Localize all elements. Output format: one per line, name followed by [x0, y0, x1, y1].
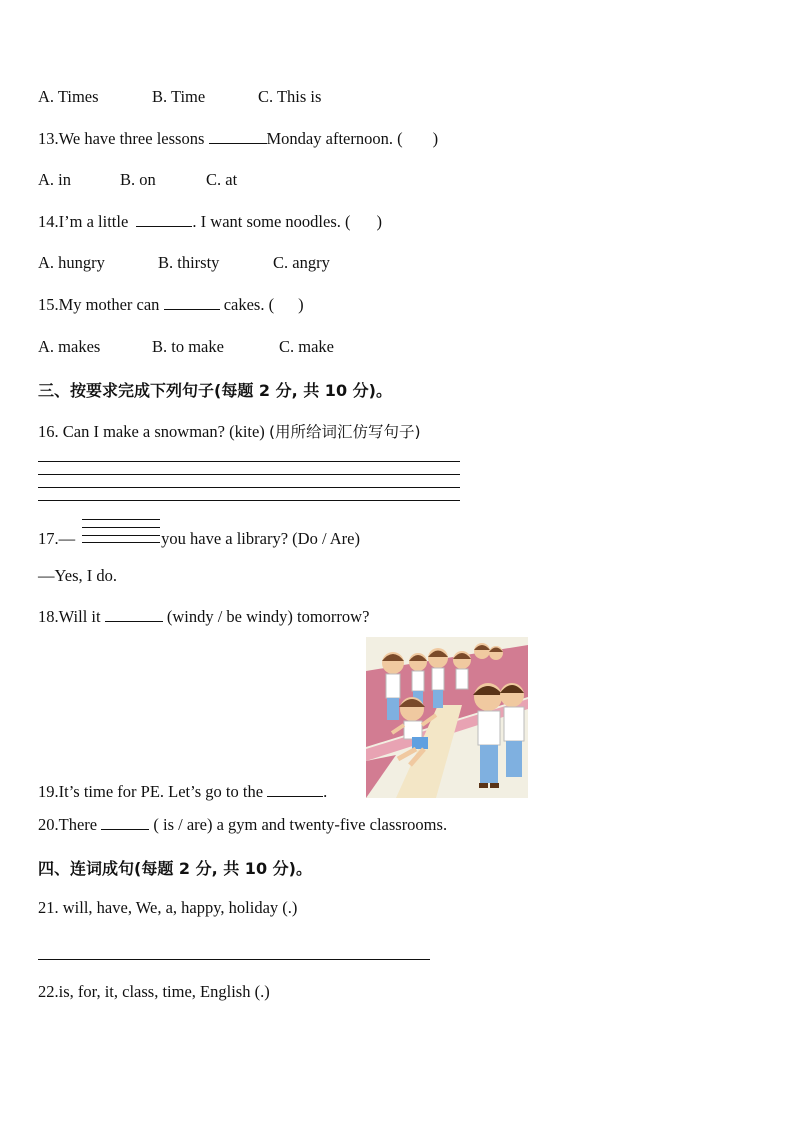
- q17-answer: —Yes, I do.: [38, 566, 118, 585]
- question-17: [38, 529, 360, 549]
- question-18: [38, 607, 369, 627]
- answer-line[interactable]: [38, 487, 460, 488]
- answer-blank[interactable]: [164, 295, 220, 310]
- question-13: [38, 129, 438, 149]
- q12-option-c[interactable]: C. This is: [258, 87, 322, 106]
- question-number: 17.—: [38, 529, 76, 548]
- question-text: .: [323, 782, 328, 801]
- question-22: [38, 982, 270, 1002]
- question-text: We have three lessons: [58, 129, 205, 148]
- q15-options: [38, 337, 334, 357]
- question-number: 22.: [38, 982, 59, 1001]
- children-long-jump-illustration: [366, 637, 528, 798]
- question-hint: (Do / Are): [292, 529, 360, 548]
- answer-blank[interactable]: [209, 129, 267, 144]
- q15-option-c[interactable]: C. make: [279, 337, 334, 356]
- answer-blank[interactable]: [136, 212, 192, 227]
- question-number: 16: [38, 422, 55, 441]
- question-number: 21: [38, 898, 55, 917]
- question-text: . Can I make a snowman? (kite): [54, 422, 265, 441]
- q15-option-b[interactable]: B. to make: [152, 337, 224, 356]
- question-15: [38, 295, 304, 315]
- question-16: [38, 420, 421, 442]
- answer-line[interactable]: [38, 461, 460, 462]
- q12-options: [38, 87, 321, 107]
- question-hint: (用所给词汇仿写句子): [268, 423, 421, 441]
- section-4-heading: 四、连词成句(每题 2 分, 共 10 分)。: [38, 859, 312, 878]
- question-text: There: [58, 815, 98, 834]
- question-text: Monday afternoon. (: [266, 129, 403, 148]
- section-3-heading: 三、按要求完成下列句子(每题 2 分, 共 10 分)。: [38, 381, 392, 400]
- q12-option-b[interactable]: B. Time: [152, 87, 206, 106]
- q14-option-c[interactable]: C. angry: [273, 253, 330, 272]
- q14-option-a[interactable]: A. hungry: [38, 253, 105, 272]
- question-text: Will it: [58, 607, 101, 626]
- question-text: you have a library?: [161, 529, 289, 548]
- question-number: 15.: [38, 295, 59, 314]
- question-text: My mother can: [58, 295, 160, 314]
- question-text: It’s time for PE. Let’s go to the: [58, 782, 264, 801]
- answer-line[interactable]: [38, 500, 460, 501]
- paren-close: ): [298, 295, 304, 314]
- question-21: [38, 898, 297, 918]
- q12-option-a[interactable]: A. Times: [38, 87, 99, 106]
- question-text: . will, have, We, a, happy, holiday (.): [54, 898, 298, 917]
- answer-line[interactable]: [82, 519, 160, 520]
- q13-option-b[interactable]: B. on: [120, 170, 156, 189]
- question-14: [38, 212, 382, 232]
- q13-option-a[interactable]: A. in: [38, 170, 71, 189]
- answer-line[interactable]: [38, 474, 460, 475]
- paren-close: ): [376, 212, 383, 231]
- question-number: 14.: [38, 212, 59, 231]
- question-number: 18.: [38, 607, 59, 626]
- q13-option-c[interactable]: C. at: [206, 170, 238, 189]
- answer-blank[interactable]: [105, 607, 163, 622]
- question-text: I’m a little: [58, 212, 129, 231]
- question-number: 20.: [38, 815, 59, 834]
- q14-options: [38, 253, 330, 273]
- answer-line[interactable]: [82, 527, 160, 528]
- question-19: [38, 782, 327, 802]
- question-text: . I want some noodles. (: [192, 212, 351, 231]
- question-number: 19.: [38, 782, 59, 801]
- answer-blank[interactable]: [267, 782, 323, 797]
- question-text: ( is / are) a gym and twenty-five classrooms.: [153, 815, 448, 834]
- question-text: is, for, it, class, time, English (.): [58, 982, 270, 1001]
- q14-option-b[interactable]: B. thirsty: [158, 253, 220, 272]
- answer-blank[interactable]: [101, 815, 149, 830]
- question-number: 13.: [38, 129, 59, 148]
- q15-option-a[interactable]: A. makes: [38, 337, 101, 356]
- question-text: (windy / be windy) tomorrow?: [166, 607, 370, 626]
- question-20: [38, 815, 447, 835]
- q13-options: [38, 170, 237, 190]
- paren-close: ): [432, 129, 439, 148]
- question-text: cakes. (: [223, 295, 275, 314]
- answer-line[interactable]: [38, 959, 430, 960]
